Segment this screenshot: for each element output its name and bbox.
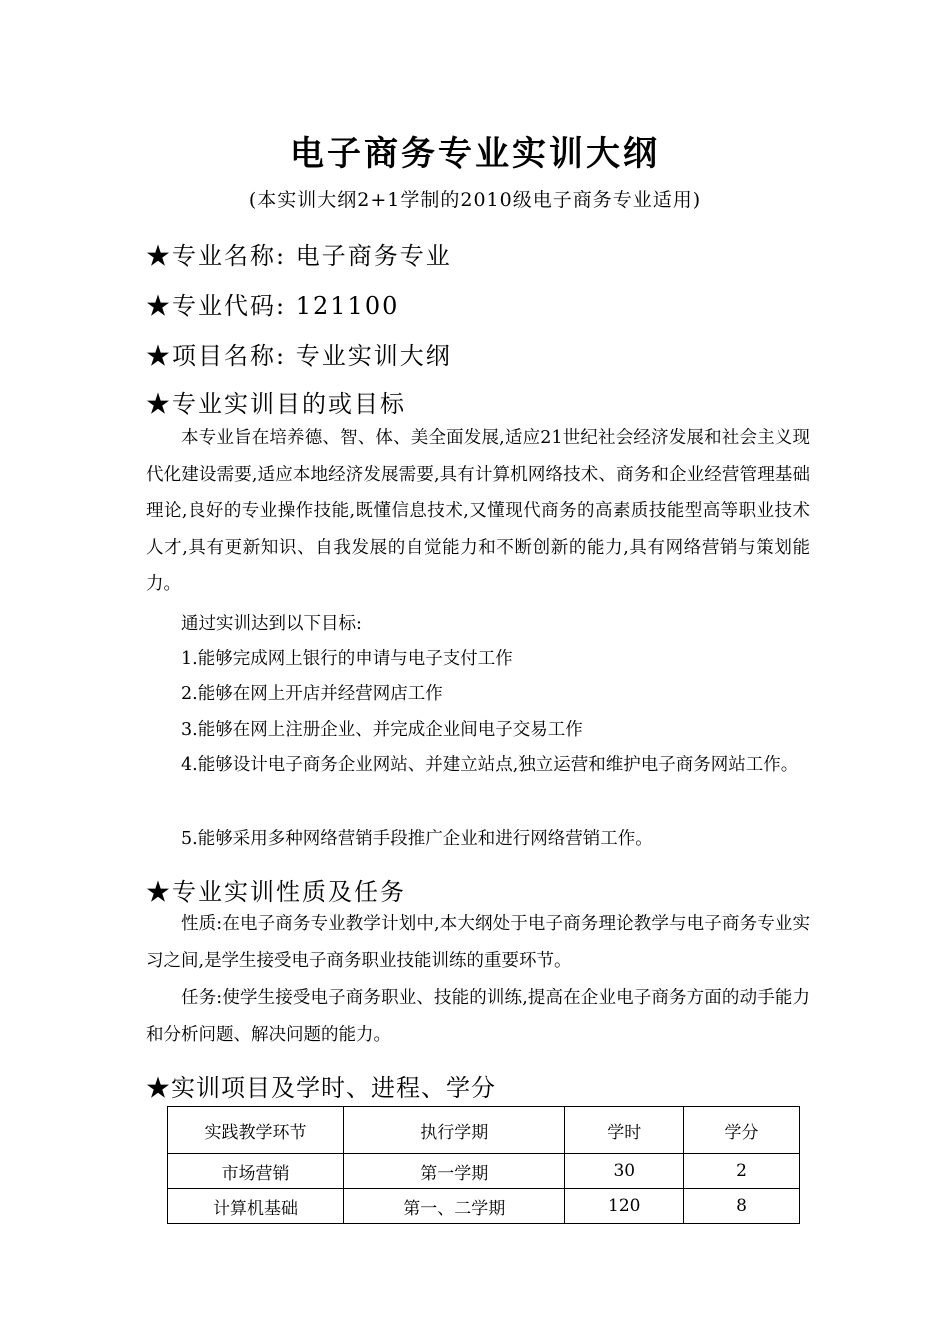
table-cell: 120 <box>565 1189 684 1224</box>
document-title: 电子商务专业实训大纲 <box>290 134 660 174</box>
field-project-name <box>146 336 452 371</box>
table-cell: 计算机基础 <box>168 1189 344 1224</box>
table-row <box>168 1154 800 1189</box>
field-major-name <box>146 236 452 271</box>
header-cell: 实践教学环节 <box>168 1107 344 1154</box>
field-label: ★专业代码: <box>146 292 287 320</box>
goals-lead: 通过实训达到以下目标: <box>181 614 362 634</box>
table-cell: 第一学期 <box>344 1154 565 1189</box>
field-label: ★专业名称: <box>146 242 287 270</box>
goal-item: 1.能够完成网上银行的申请与电子支付工作 <box>181 649 513 669</box>
schedule-table <box>167 1106 800 1224</box>
goal-item: 3.能够在网上注册企业、并完成企业间电子交易工作 <box>181 720 583 740</box>
goal-item: 4.能够设计电子商务企业网站、并建立站点,独立运营和维护电子商务网站工作。 <box>181 755 799 775</box>
table-cell: 第一、二学期 <box>344 1189 565 1224</box>
header-cell: 学分 <box>684 1107 800 1154</box>
goal-item: 5.能够采用多种网络营销手段推广企业和进行网络营销工作。 <box>181 829 653 849</box>
goal-item: 2.能够在网上开店并经营网店工作 <box>181 684 443 704</box>
header-cell: 执行学期 <box>344 1107 565 1154</box>
header-cell: 学时 <box>565 1107 684 1154</box>
task-paragraph: 任务:使学生接受电子商务职业、技能的训练,提高在企业电子商务方面的动手能力和分析问题、解决问题的能力。 <box>146 988 810 1045</box>
section-heading-schedule: ★实训项目及学时、进程、学分 <box>146 1074 496 1102</box>
field-value: 121100 <box>295 292 400 320</box>
nature-paragraph: 性质:在电子商务专业教学计划中,本大纲处于电子商务理论教学与电子商务专业实习之间,是学生接受电子商务职业技能训练的重要环节。 <box>146 914 810 971</box>
table-header-row <box>168 1107 800 1154</box>
field-label: ★项目名称: <box>146 342 287 370</box>
section-heading-nature: ★专业实训性质及任务 <box>146 878 406 906</box>
table-cell: 市场营销 <box>168 1154 344 1189</box>
document-subtitle: (本实训大纲2+1学制的2010级电子商务专业适用) <box>248 189 702 211</box>
section-heading-goals: ★专业实训目的或目标 <box>146 390 406 418</box>
field-value: 电子商务专业 <box>295 242 452 270</box>
table-cell: 8 <box>684 1189 800 1224</box>
field-value: 专业实训大纲 <box>295 342 452 370</box>
table-row <box>168 1189 800 1224</box>
table-cell: 30 <box>565 1154 684 1189</box>
field-major-code <box>146 286 399 321</box>
goals-intro-paragraph: 本专业旨在培养德、智、体、美全面发展,适应21世纪社会经济发展和社会主义现代化建设需要,适应本地经济发展需要,具有计算机网络技术、商务和企业经营管理基础理论,良好的专业操作技能,既懂信息技术,又懂现代商务的高素质技能型高等职业技术人才,具有更新知识、自我发展的自觉能力和不断创新的能力,具有网络营销与策划能力。 <box>146 428 810 594</box>
table-cell: 2 <box>684 1154 800 1189</box>
